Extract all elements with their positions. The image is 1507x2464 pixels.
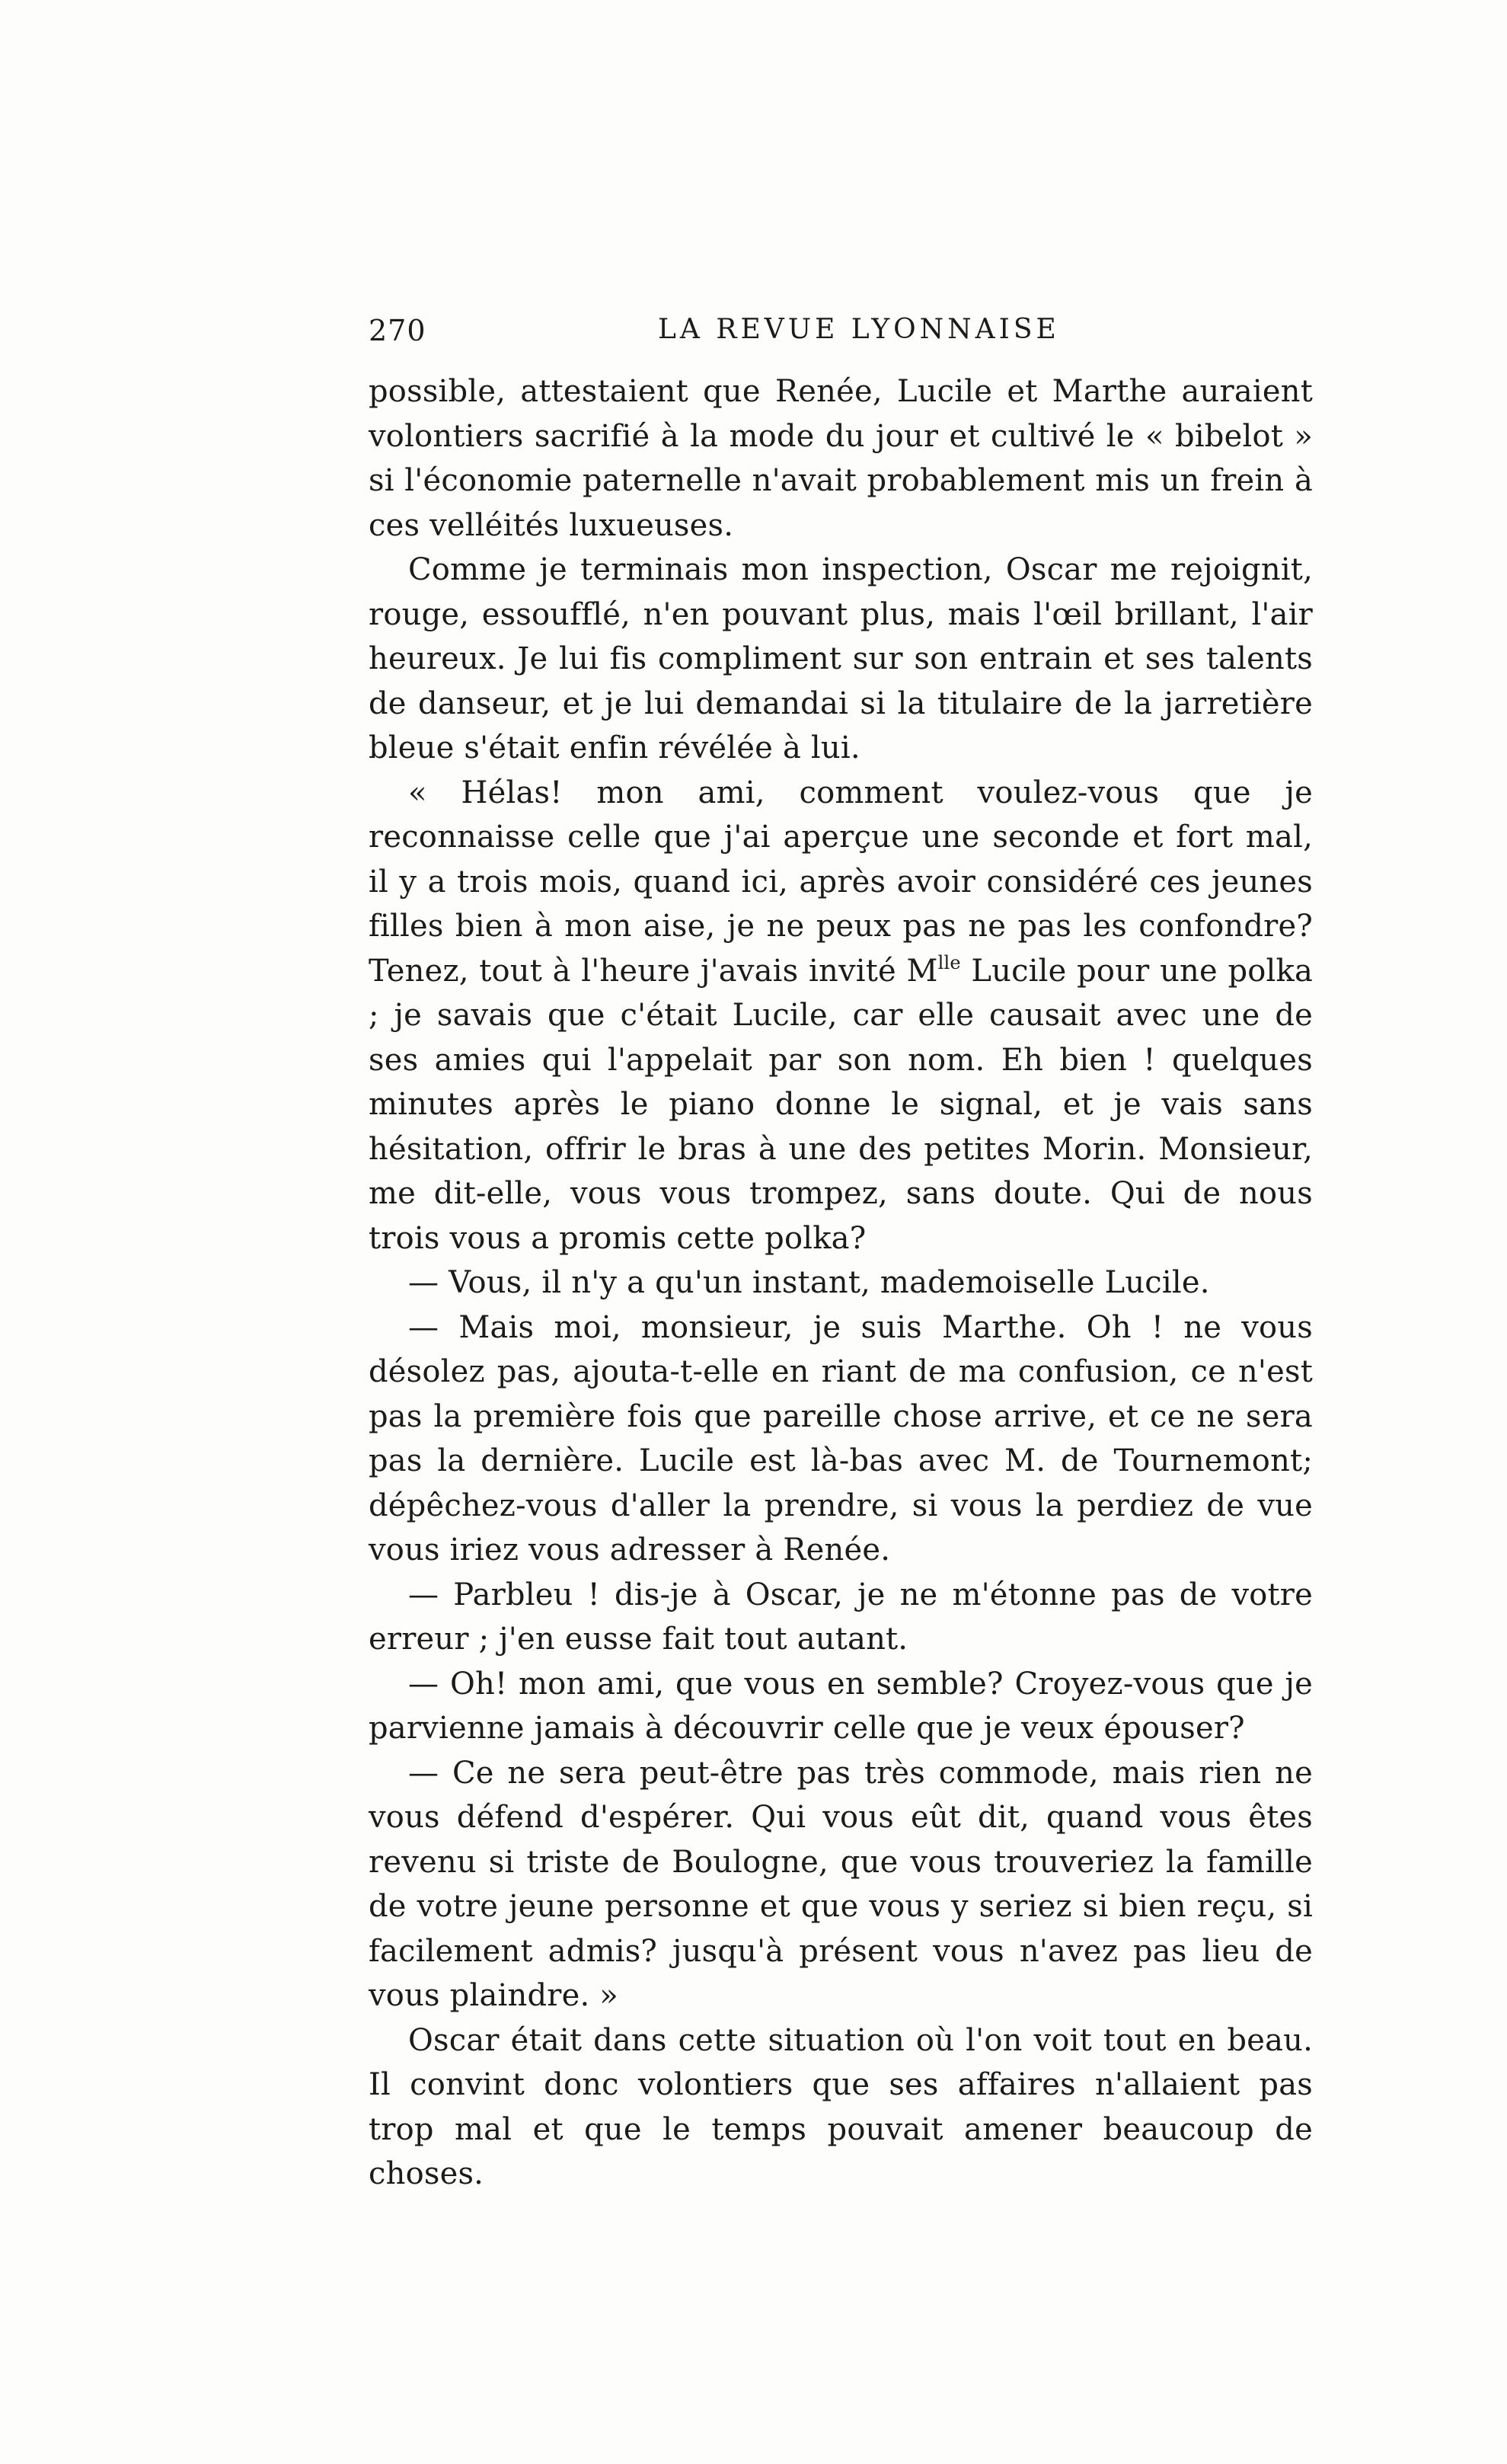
paragraph-6: — Parbleu ! dis-je à Oscar, je ne m'étonne pas de votre erreur ; j'en eusse fait tout autant. [369,1577,1313,1657]
paragraph-3-part-2: Lucile pour une polka ; je savais que c'était Lucile, car elle causait avec une de ses amies qui l'appelait par son nom. Eh bien ! quelques minutes après le piano donne le signal, et je vais sans hésitation, offrir le bras à une des petites Morin. Monsieur, me dit-elle, vous vous trompez, sans doute. Qui de nous trois vous a promis cette polka? [369,953,1314,1256]
paragraph-1: possible, attestaient que Renée, Lucile et Marthe auraient volontiers sacrifié à la mode du jour et cultivé le « bibelot » si l'économie paternelle n'avait probablement mis un frein à ces velléités luxueuses. [369,374,1313,543]
paragraph-3-part-1: « Hélas! mon ami, comment voulez-vous que je reconnaisse celle que j'ai aperçue une seconde et fort mal, il y a trois mois, quand ici, après avoir considéré ces jeunes filles bien à mon aise, je ne peux pas ne pas les confondre? Tenez, tout à l'heure j'avais invité M [369,775,1313,989]
paragraph-3-superscript: lle [937,951,961,973]
paragraph-4: — Vous, il n'y a qu'un instant, mademoiselle Lucile. [408,1265,1210,1300]
running-title: LA REVUE LYONNAISE [658,314,1060,345]
paragraph-3 [369,771,1313,1261]
body-text [369,369,1313,2197]
paragraph-7: — Oh! mon ami, que vous en semble? Croyez-vous que je parvienne jamais à découvrir celle que je veux épouser? [369,1666,1313,1746]
paragraph-5: — Mais moi, monsieur, je suis Marthe. Oh ! ne vous désolez pas, ajouta-t-elle en riant de ma confusion, ce n'est pas la première fois que pareille chose arrive, et ce ne sera pas la dernière. Lucile est là-bas avec M. de Tournemont; dépêchez-vous d'aller la prendre, si vous la perdiez de vue vous iriez vous adresser à Renée. [369,1309,1313,1568]
paragraph-8: — Ce ne sera peut-être pas très commode, mais rien ne vous défend d'espérer. Qui vous eût dit, quand vous êtes revenu si triste de Boulogne, que vous trouveriez la famille de votre jeune personne et que vous y seriez si bien reçu, si facilement admis? jusqu'à présent vous n'avez pas lieu de vous plaindre. » [369,1755,1313,2013]
page-number: 270 [369,314,426,347]
running-head [369,314,1313,360]
paragraph-2: Comme je terminais mon inspection, Oscar me rejoignit, rouge, essoufflé, n'en pouvant plus, mais l'œil brillant, l'air heureux. Je lui fis compliment sur son entrain et ses talents de danseur, et je lui demandai si la titulaire de la jarretière bleue s'était enfin révélée à lui. [369,552,1313,765]
paragraph-9: Oscar était dans cette situation où l'on voit tout en beau. Il convint donc volontiers que ses affaires n'allaient pas trop mal et que le temps pouvait amener beaucoup de choses. [369,2022,1313,2191]
